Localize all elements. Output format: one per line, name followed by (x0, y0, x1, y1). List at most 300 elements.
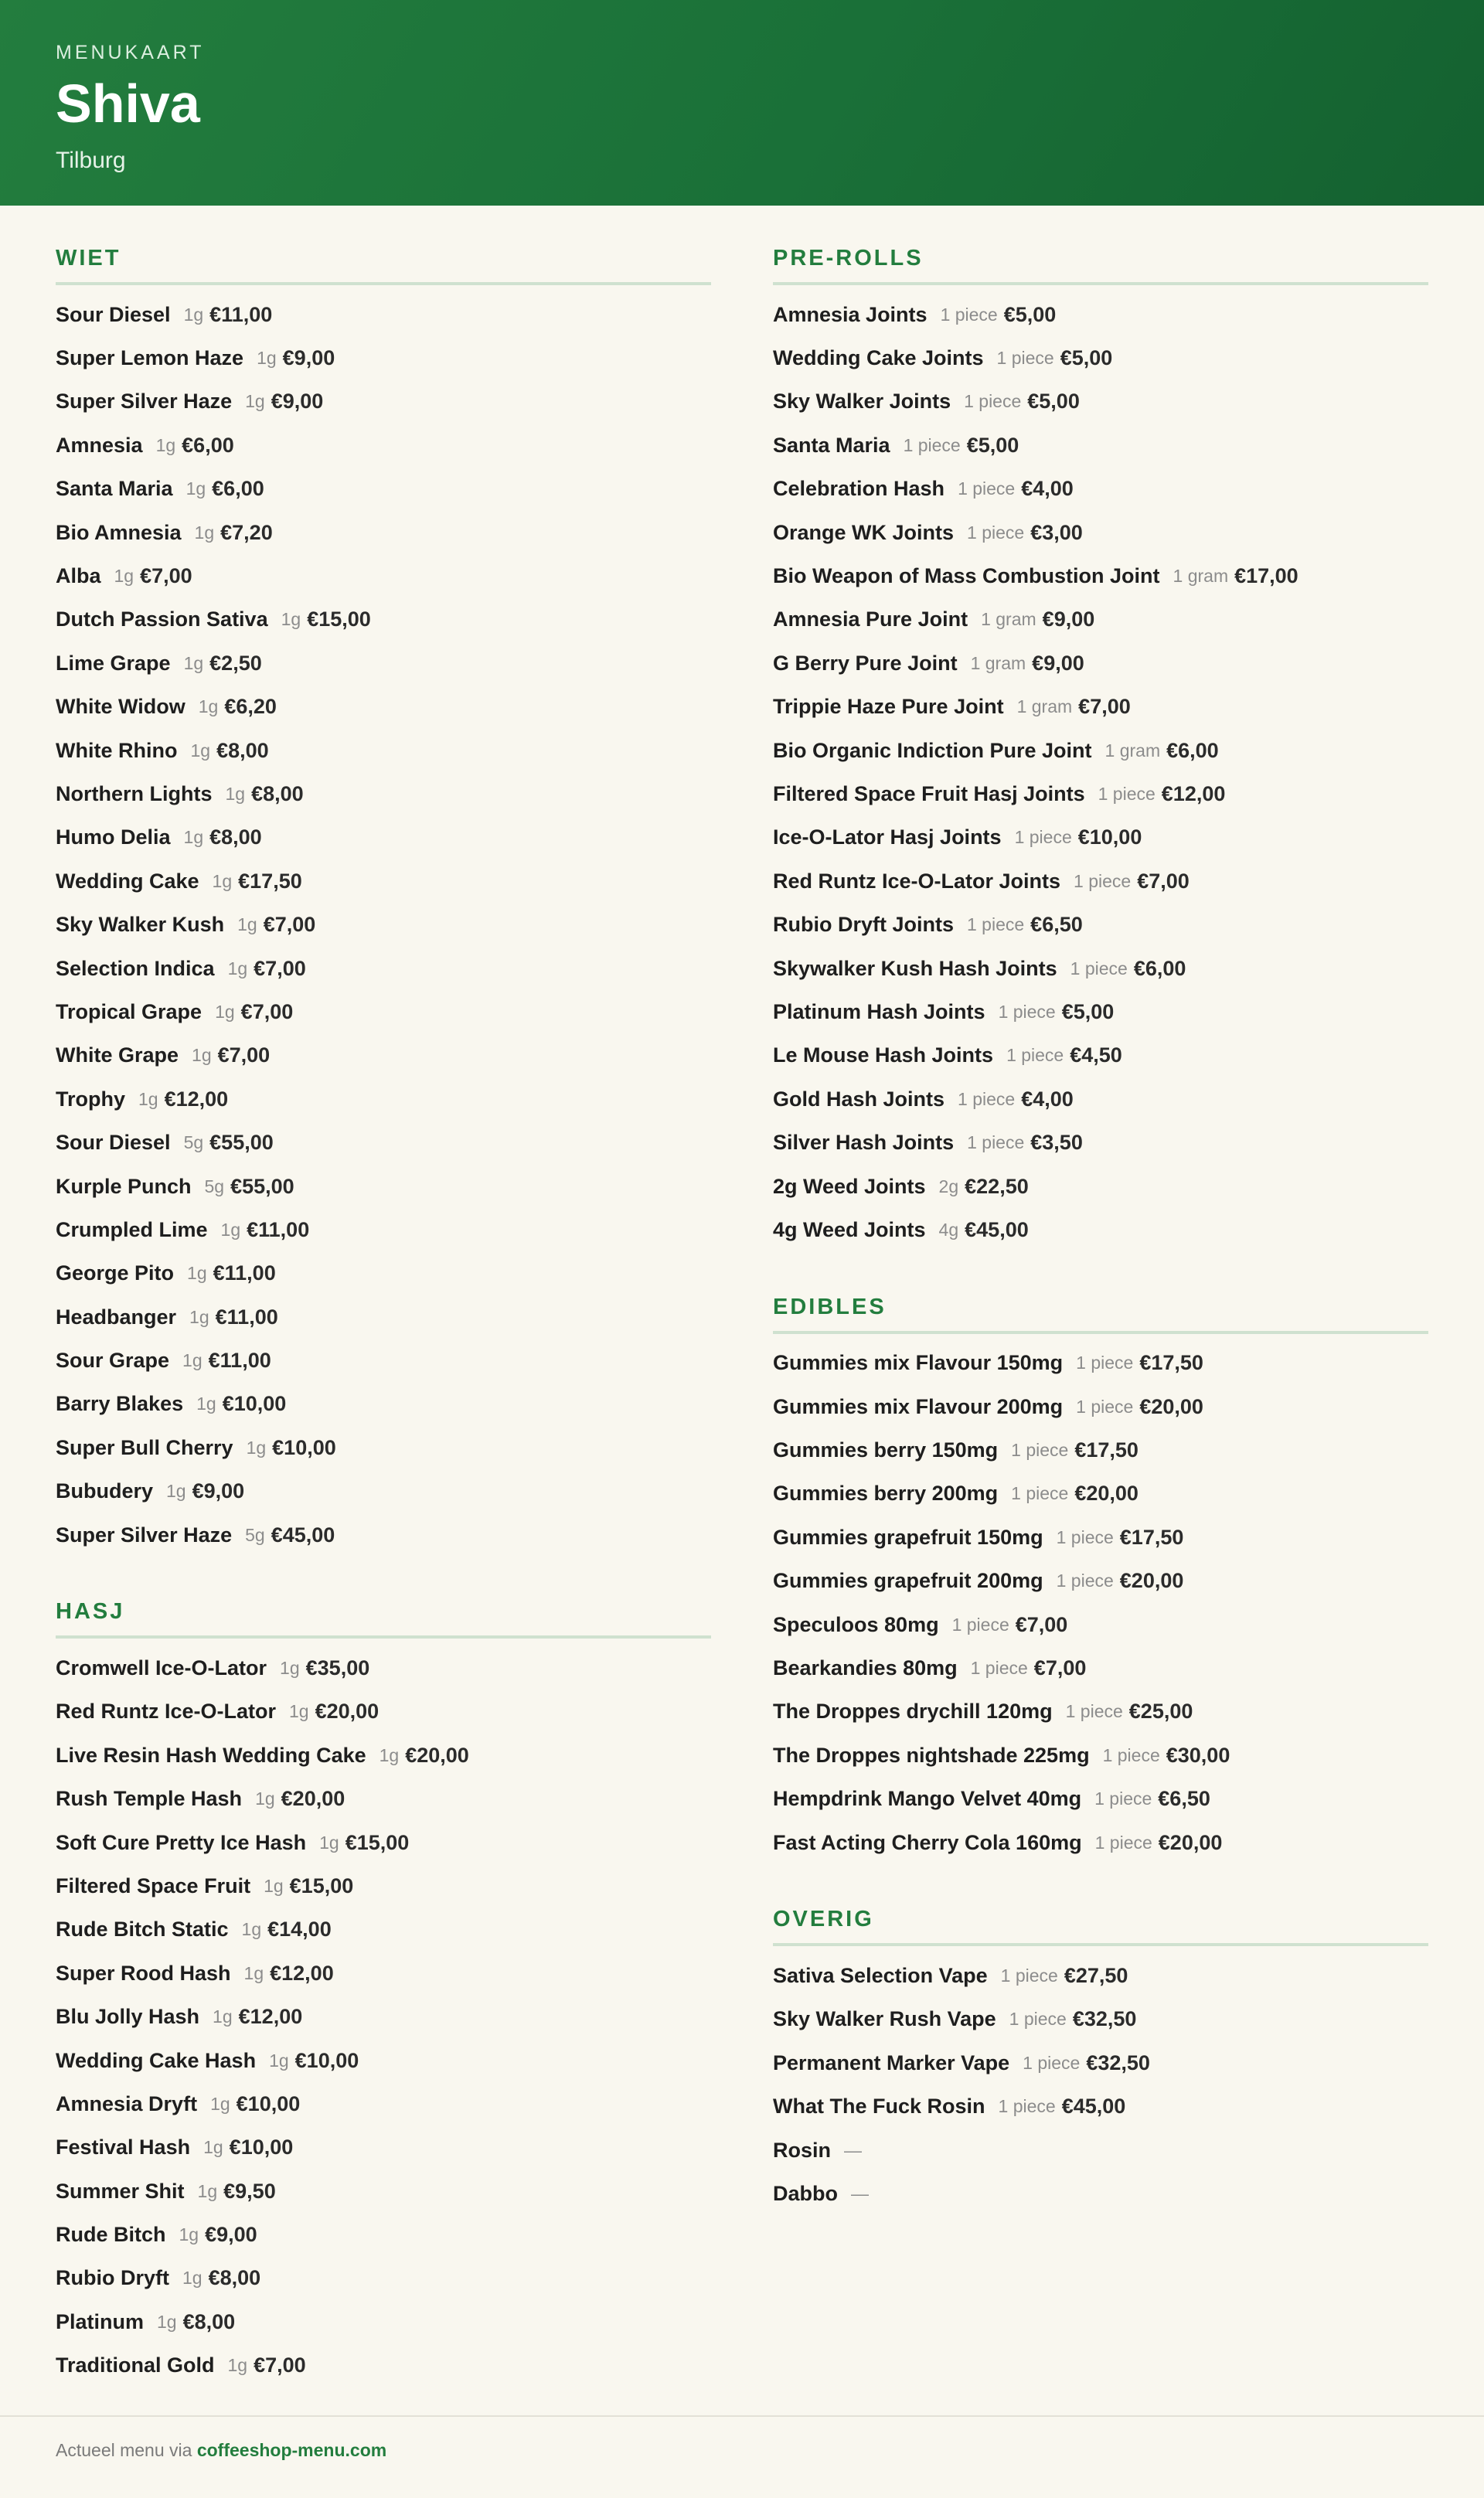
item-quantity: 1g (237, 914, 257, 935)
item-price: €6,20 (224, 695, 277, 719)
item-quantity: 1 piece (1014, 827, 1072, 848)
item-quantity: 1 piece (958, 478, 1016, 499)
menu-item (773, 1428, 1428, 1472)
item-name: Dutch Passion Sativa (56, 607, 268, 631)
item-price: €8,00 (216, 738, 269, 762)
item-quantity: 1 gram (970, 652, 1026, 673)
item-price: €3,00 (1030, 520, 1083, 544)
menu-item (56, 1383, 711, 1426)
menu-item (773, 729, 1428, 772)
item-quantity: 1 piece (1000, 1965, 1058, 1986)
item-name: White Rhino (56, 738, 178, 762)
item-name: Sky Walker Rush Vape (773, 2007, 996, 2031)
item-quantity: 1g (194, 522, 215, 543)
right-column (773, 206, 1428, 2430)
item-price: €10,00 (272, 1435, 336, 1459)
item-name: Lime Grape (56, 651, 171, 675)
section-title: HASJ (56, 1599, 711, 1639)
item-quantity: 1 piece (998, 1001, 1056, 1022)
menu-item (773, 1560, 1428, 1603)
item-price: €7,00 (1015, 1612, 1068, 1636)
menu-item (773, 2172, 1428, 2215)
item-quantity: 1g (138, 1088, 158, 1109)
menu-item (56, 2344, 711, 2387)
item-price: €9,00 (205, 2223, 257, 2247)
item-name: Alba (56, 564, 101, 588)
item-quantity: 1 piece (970, 1658, 1028, 1679)
menu-item (56, 1208, 711, 1251)
item-name: Santa Maria (773, 433, 890, 457)
item-price: €5,00 (1027, 390, 1080, 413)
item-quantity: 1 gram (981, 609, 1036, 630)
menu-item (56, 772, 711, 815)
item-price: €11,00 (208, 1349, 271, 1373)
item-name: Santa Maria (56, 477, 173, 501)
item-price: €17,50 (1119, 1525, 1184, 1549)
item-price: €20,00 (1119, 1569, 1184, 1593)
item-price: €6,00 (1133, 956, 1186, 980)
menu-item (773, 1472, 1428, 1516)
item-name: The Droppes drychill 120mg (773, 1700, 1053, 1724)
item-quantity: 1g (264, 1875, 284, 1896)
item-price: €17,50 (1074, 1438, 1139, 1462)
menu-item (56, 1034, 711, 1077)
item-name: Humo Delia (56, 825, 171, 849)
item-quantity: 1g (186, 478, 206, 499)
item-quantity: 1g (198, 696, 219, 717)
item-name: Soft Cure Pretty Ice Hash (56, 1830, 307, 1854)
item-name: Summer Shit (56, 2179, 185, 2203)
item-quantity: 2g (938, 1176, 959, 1196)
item-name: Sour Diesel (56, 1131, 171, 1155)
item-name: The Droppes nightshade 225mg (773, 1743, 1090, 1767)
item-quantity: 1 piece (1074, 870, 1132, 891)
section-overig (773, 1907, 1428, 2215)
item-quantity: 1g (189, 1306, 209, 1327)
item-quantity: 1g (183, 827, 204, 848)
item-name: Platinum Hash Joints (773, 999, 985, 1023)
item-quantity: 1 gram (1173, 566, 1229, 587)
item-price: €5,00 (1060, 346, 1113, 370)
item-name: Skywalker Kush Hash Joints (773, 956, 1057, 980)
item-price: €9,00 (1032, 651, 1084, 675)
item-price: €6,00 (182, 433, 234, 457)
item-quantity: 1 piece (1076, 1396, 1134, 1417)
menu-item (773, 1734, 1428, 1777)
item-price: €6,50 (1158, 1787, 1210, 1811)
item-name: Fast Acting Cherry Cola 160mg (773, 1830, 1082, 1854)
item-name: Bio Weapon of Mass Combustion Joint (773, 564, 1160, 588)
menu-item (56, 1295, 711, 1339)
item-price: €8,00 (208, 2266, 261, 2290)
item-name: Kurple Punch (56, 1174, 192, 1198)
item-name: Gummies mix Flavour 200mg (773, 1394, 1064, 1418)
menu-item (56, 1690, 711, 1734)
menu-item (56, 1995, 711, 2038)
item-quantity: 1 piece (951, 1614, 1009, 1635)
item-name: Live Resin Hash Wedding Cake (56, 1743, 366, 1767)
item-name: Amnesia Joints (773, 302, 928, 326)
item-price: €20,00 (281, 1787, 345, 1811)
menu-header (0, 0, 1484, 206)
item-quantity: 1g (179, 2224, 199, 2245)
item-name: Trippie Haze Pure Joint (773, 695, 1004, 719)
item-name: Headbanger (56, 1305, 177, 1329)
menu-item (773, 686, 1428, 729)
item-name: Super Bull Cherry (56, 1435, 233, 1459)
menu-item (56, 1821, 711, 1864)
item-price: €9,00 (282, 346, 335, 370)
item-price: €7,20 (220, 520, 273, 544)
item-quantity: 1g (241, 1919, 262, 1940)
item-price: €7,00 (217, 1043, 271, 1067)
left-column (56, 206, 711, 2430)
item-price: €3,50 (1030, 1131, 1083, 1155)
item-price: €32,50 (1086, 2050, 1150, 2074)
item-quantity: 1g (166, 1481, 186, 1502)
item-price: €20,00 (1074, 1482, 1139, 1506)
item-price: €6,00 (1166, 738, 1219, 762)
item-name: Bearkandies 80mg (773, 1656, 958, 1680)
section-hasj (56, 1599, 711, 2387)
item-name: Filtered Space Fruit Hasj Joints (773, 781, 1085, 805)
item-quantity: 1g (197, 2180, 218, 2201)
item-name: Bio Organic Indiction Pure Joint (773, 738, 1092, 762)
item-price: €7,00 (254, 956, 306, 980)
item-quantity: 1 piece (996, 348, 1054, 369)
item-quantity: 1g (243, 1962, 264, 1983)
item-name: Sour Diesel (56, 302, 171, 326)
item-price: €17,00 (1234, 564, 1298, 588)
menu-item (773, 511, 1428, 554)
item-name: Gummies mix Flavour 150mg (773, 1351, 1064, 1375)
menu-item (56, 1470, 711, 1513)
item-name: Super Silver Haze (56, 390, 233, 413)
item-name: Traditional Gold (56, 2353, 215, 2377)
item-price: €12,00 (1161, 781, 1226, 805)
item-price: €4,00 (1021, 477, 1074, 501)
item-name: Barry Blakes (56, 1392, 184, 1416)
menu-item (773, 2041, 1428, 2085)
item-name: Rosin (773, 2138, 832, 2162)
item-price: €9,00 (1042, 607, 1095, 631)
item-quantity: 1g (246, 1437, 267, 1458)
menu-item (56, 468, 711, 511)
menu-item (773, 380, 1428, 424)
menu-item (56, 554, 711, 597)
item-name: Wedding Cake (56, 869, 199, 893)
section-title: WIET (56, 246, 711, 285)
item-price: €8,00 (182, 2309, 236, 2333)
menu-item (773, 424, 1428, 467)
item-name: Silver Hash Joints (773, 1131, 955, 1155)
item-name: Platinum (56, 2309, 145, 2333)
item-name: Hempdrink Mango Velvet 40mg (773, 1787, 1082, 1811)
item-quantity: 1g (157, 2311, 177, 2332)
item-price: €7,00 (1033, 1656, 1087, 1680)
item-name: Gummies berry 200mg (773, 1482, 999, 1506)
item-quantity: 1g (215, 1001, 235, 1022)
item-quantity: 1g (187, 1263, 207, 1284)
item-quantity: 1 gram (1016, 696, 1073, 717)
item-name: Filtered Space Fruit (56, 1874, 251, 1897)
item-quantity: 1g (183, 304, 204, 325)
item-quantity: 1g (114, 566, 134, 587)
menu-item (56, 2213, 711, 2256)
menu-item (56, 1339, 711, 1382)
item-price: €55,00 (230, 1174, 294, 1198)
menu-item (773, 990, 1428, 1033)
menu-item (773, 293, 1428, 336)
menu-item (56, 1165, 711, 1208)
item-name: Amnesia (56, 433, 143, 457)
item-price: €7,00 (1137, 869, 1190, 893)
item-price: €10,00 (229, 2136, 294, 2159)
menu-item (773, 1778, 1428, 1821)
item-name: Tropical Grape (56, 999, 203, 1023)
item-quantity: 1g (257, 348, 277, 369)
item-name: Blu Jolly Hash (56, 2005, 200, 2029)
item-quantity: 1g (227, 2355, 248, 2376)
item-quantity: 1 piece (967, 1132, 1025, 1153)
menu-item (56, 1908, 711, 1952)
item-price: €12,00 (164, 1087, 229, 1111)
item-quantity: 1g (269, 2050, 289, 2071)
menu-item (56, 293, 711, 336)
item-name: White Grape (56, 1043, 179, 1067)
item-quantity: 1g (213, 2006, 233, 2027)
item-name: Le Mouse Hash Joints (773, 1043, 994, 1067)
item-price: €27,50 (1064, 1963, 1128, 1987)
menu-item (56, 2170, 711, 2213)
item-quantity: 1g (289, 1701, 309, 1722)
item-name: Trophy (56, 1087, 126, 1111)
item-name: Super Rood Hash (56, 1961, 231, 1985)
menu-item (773, 2129, 1428, 2172)
menu-columns (56, 206, 1428, 2430)
item-name: Sativa Selection Vape (773, 1963, 988, 1987)
item-name: Northern Lights (56, 781, 213, 805)
item-quantity: 1g (379, 1744, 400, 1765)
item-quantity: 1 piece (1070, 958, 1128, 978)
item-quantity: 1 piece (1098, 783, 1156, 804)
footer-text: Actueel menu via (56, 2440, 192, 2460)
menu-item (56, 1077, 711, 1121)
menu-item (56, 511, 711, 554)
menu-item (56, 336, 711, 379)
menu-item (56, 1252, 711, 1295)
item-quantity: 1 piece (1023, 2052, 1081, 2073)
item-price: €9,00 (271, 390, 324, 413)
item-name: Rubio Dryft Joints (773, 913, 954, 937)
menu-item (56, 1513, 711, 1557)
menu-item (56, 2126, 711, 2170)
item-price: €22,50 (965, 1174, 1029, 1198)
menu-item (56, 729, 711, 772)
item-price: €7,00 (1078, 695, 1131, 719)
item-quantity: 1 piece (1011, 1483, 1069, 1504)
item-quantity: 1g (192, 1045, 212, 1066)
item-name: Permanent Marker Vape (773, 2050, 1010, 2074)
item-name: Sour Grape (56, 1349, 170, 1373)
menu-item (56, 947, 711, 990)
item-price: €6,00 (212, 477, 264, 501)
item-name: Rubio Dryft (56, 2266, 169, 2290)
menu-item (773, 1034, 1428, 1077)
menu-item (773, 903, 1428, 946)
item-price: €10,00 (222, 1392, 287, 1416)
item-quantity: 1 piece (958, 1088, 1016, 1109)
menu-item (56, 859, 711, 903)
item-quantity: 1 piece (903, 434, 961, 455)
item-price: €9,50 (223, 2179, 276, 2203)
item-name: G Berry Pure Joint (773, 651, 958, 675)
item-quantity: 1g (203, 2137, 223, 2158)
menu-item (773, 468, 1428, 511)
item-quantity: 1 piece (1065, 1701, 1123, 1722)
menu-item (773, 642, 1428, 685)
item-price: €55,00 (209, 1131, 274, 1155)
item-quantity: 1g (182, 1350, 203, 1371)
item-price: €10,00 (236, 2091, 301, 2115)
item-name: Amnesia Pure Joint (773, 607, 968, 631)
menu-item (773, 1385, 1428, 1428)
item-name: Red Runtz Ice-O-Lator (56, 1700, 277, 1724)
menu-item (56, 424, 711, 467)
menu-item (56, 1646, 711, 1690)
item-name: Sky Walker Joints (773, 390, 951, 413)
item-name: 2g Weed Joints (773, 1174, 926, 1198)
item-price: €7,00 (140, 564, 192, 588)
item-price: €7,00 (240, 999, 294, 1023)
section-title: EDIBLES (773, 1295, 1428, 1334)
item-price: €10,00 (294, 2048, 359, 2072)
item-name: Selection Indica (56, 956, 215, 980)
menu-item (773, 859, 1428, 903)
item-quantity: 1 piece (967, 522, 1025, 543)
menu-item (56, 1778, 711, 1821)
item-name: Wedding Cake Joints (773, 346, 984, 370)
item-quantity: 5g (245, 1524, 265, 1545)
footer (0, 2415, 1484, 2498)
item-price: €5,00 (966, 433, 1019, 457)
menu-item (773, 1208, 1428, 1251)
item-price: €11,00 (215, 1305, 278, 1329)
item-price: €35,00 (305, 1656, 370, 1680)
menu-kicker: MENUKAART (56, 42, 205, 63)
menu-item (773, 1954, 1428, 1997)
item-name: Wedding Cake Hash (56, 2048, 257, 2072)
item-price: €7,00 (254, 2353, 306, 2377)
item-price: €8,00 (209, 825, 262, 849)
menu-item (56, 2039, 711, 2082)
menu-item (773, 1821, 1428, 1864)
section-pre-rolls (773, 246, 1428, 1252)
item-name: Ice-O-Lator Hasj Joints (773, 825, 1002, 849)
item-name: Gummies grapefruit 200mg (773, 1569, 1043, 1593)
item-price: €20,00 (1158, 1830, 1223, 1854)
item-price: €12,00 (238, 2005, 303, 2029)
item-quantity: 1g (190, 740, 211, 761)
item-price: €15,00 (307, 607, 371, 631)
menu-item (773, 772, 1428, 815)
item-quantity: 1 piece (964, 391, 1022, 412)
menu-item (773, 1516, 1428, 1559)
item-quantity: 4g (938, 1219, 959, 1240)
item-price: €5,00 (1003, 302, 1057, 326)
menu-item (773, 947, 1428, 990)
item-quantity: 1 gram (1104, 740, 1161, 761)
menu-item (773, 598, 1428, 642)
menu-item (773, 1165, 1428, 1208)
item-quantity: 1 piece (940, 304, 998, 325)
item-name: Celebration Hash (773, 477, 945, 501)
menu-item (56, 1121, 711, 1164)
item-quantity: 1g (183, 652, 204, 673)
item-name: Rude Bitch Static (56, 1918, 229, 1942)
shop-city: Tilburg (56, 148, 126, 173)
item-quantity: 1g (182, 2268, 203, 2289)
item-price: €9,00 (192, 1479, 245, 1503)
item-price: €5,00 (1061, 999, 1115, 1023)
section-edibles (773, 1295, 1428, 1865)
item-quantity: 1g (281, 609, 301, 630)
item-price: €32,50 (1072, 2007, 1137, 2031)
item-price: €15,00 (345, 1830, 410, 1854)
item-quantity: 1 piece (1011, 1440, 1069, 1461)
item-price: €20,00 (405, 1743, 469, 1767)
item-name: Festival Hash (56, 2136, 191, 2159)
item-quantity: 1g (155, 434, 176, 455)
menu-item (56, 903, 711, 946)
footer-link[interactable]: coffeeshop-menu.com (196, 2440, 387, 2460)
menu-item (773, 816, 1428, 859)
item-price: €11,00 (209, 302, 273, 326)
item-name: Crumpled Lime (56, 1217, 208, 1241)
item-name: Sky Walker Kush (56, 913, 225, 937)
item-price: €20,00 (315, 1700, 380, 1724)
item-price: €11,00 (247, 1217, 310, 1241)
menu-item (773, 1342, 1428, 1385)
item-quantity: 1 piece (1102, 1744, 1160, 1765)
item-price: €10,00 (1077, 825, 1142, 849)
section-wiet (56, 246, 711, 1557)
item-price: €45,00 (965, 1217, 1029, 1241)
item-name: White Widow (56, 695, 186, 719)
section-title: PRE-ROLLS (773, 246, 1428, 285)
item-price: €30,00 (1166, 1743, 1230, 1767)
menu-item (56, 816, 711, 859)
item-price: €6,50 (1030, 913, 1083, 937)
item-name: Super Lemon Haze (56, 346, 244, 370)
item-name: Dabbo (773, 2181, 838, 2205)
menu-item (56, 380, 711, 424)
item-price: €25,00 (1128, 1700, 1193, 1724)
item-quantity: 1g (319, 1832, 339, 1853)
menu-item (56, 1952, 711, 1995)
item-price: €15,00 (289, 1874, 354, 1897)
shop-name: Shiva (56, 73, 200, 134)
menu-item (773, 1603, 1428, 1646)
item-price: €8,00 (251, 781, 304, 805)
item-name: Bubudery (56, 1479, 154, 1503)
item-quantity: 1 piece (967, 914, 1025, 935)
section-title: OVERIG (773, 1907, 1428, 1946)
item-quantity: 1 piece (1009, 2009, 1067, 2030)
item-name: Gold Hash Joints (773, 1087, 945, 1111)
menu-item (56, 686, 711, 729)
item-quantity: 5g (183, 1132, 204, 1153)
